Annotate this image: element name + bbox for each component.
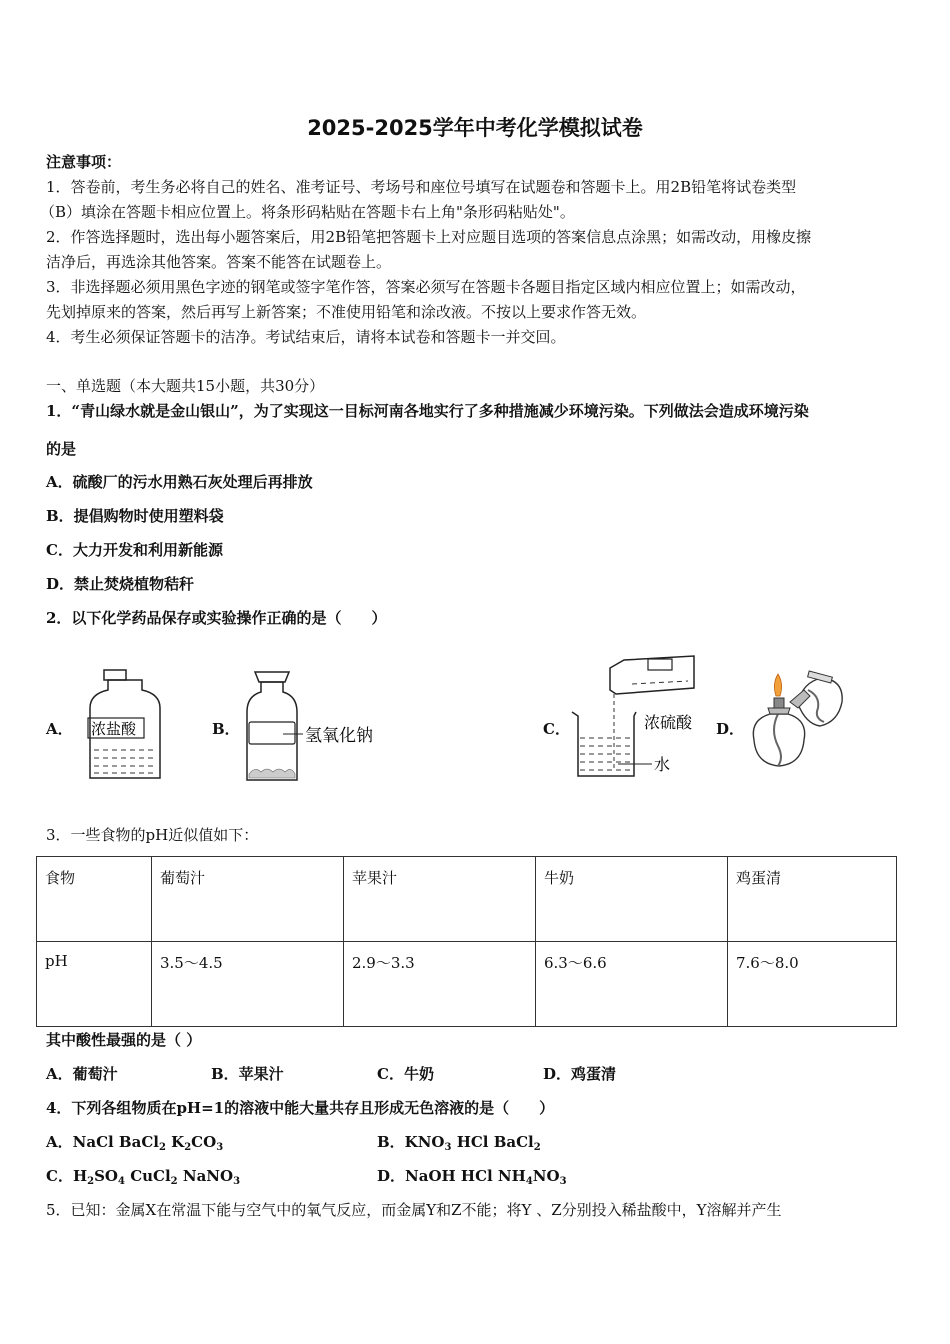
question-3-question: 其中酸性最强的是（ ） [46, 1031, 202, 1049]
figure-c-acid-label: 浓硫酸 [644, 713, 693, 732]
question-4-option-b: B．$KNO_3$ HCl BaCl$_2$ [377, 1133, 541, 1153]
notice-line: 4．考生必须保证答题卡的洁净。考试结束后，请将本试卷和答题卡一并交回。 [46, 328, 566, 346]
figure-a-label: 浓盐酸 [91, 720, 137, 738]
page-title: 2025-2025学年中考化学模拟试卷 [307, 116, 643, 140]
table-header-cell: 牛奶 [536, 857, 728, 942]
question-2-label-d: D． [716, 720, 745, 738]
question-1-option-b: B．提倡购物时使用塑料袋 [46, 507, 224, 525]
table-header-cell: 鸡蛋清 [728, 857, 897, 942]
notice-line: 洁净后，再选涂其他答案。答案不能答在试题卷上。 [46, 253, 392, 271]
question-4-option-d: D．NaOH HCl $NH_4NO_3$ [377, 1167, 567, 1187]
table-cell: 3.5～4.5 [152, 942, 344, 1027]
question-2-label-a: A． [46, 720, 73, 738]
table-cell: pH [37, 942, 152, 1027]
figure-d-alcohol-lamp [748, 668, 848, 780]
question-4-option-c: C．$H_2SO_4$ CuCl$_2$ NaNO$_3$ [46, 1167, 241, 1187]
question-2-stem: 2．以下化学药品保存或实验操作正确的是（ ） [46, 609, 387, 627]
section-heading: 一、单选题（本大题共15小题，共30分） [46, 377, 325, 395]
question-1-stem: 1．“青山绿水就是金山银山”，为了实现这一目标河南各地实行了多种措施减少环境污染。下列做法会造成环境污染 [46, 402, 809, 420]
notice-line: 1．答卷前，考生务必将自己的姓名、准考证号、考场号和座位号填写在试题卷和答题卡上。用2B铅笔将试卷类型 [46, 178, 797, 196]
notice-heading: 注意事项： [46, 153, 122, 171]
question-2-label-c: C． [543, 720, 570, 738]
table-header-cell: 食物 [37, 857, 152, 942]
ph-table [36, 856, 897, 1027]
question-3-option-b: B．苹果汁 [211, 1065, 284, 1083]
table-header-cell: 苹果汁 [344, 857, 536, 942]
table-cell: 2.9～3.3 [344, 942, 536, 1027]
table-cell: 7.6～8.0 [728, 942, 897, 1027]
question-2-label-b: B． [212, 720, 240, 738]
table-row [37, 857, 897, 942]
question-3-option-a: A．葡萄汁 [46, 1065, 118, 1083]
table-cell: 6.3～6.6 [536, 942, 728, 1027]
question-4-option-a: A．NaCl BaCl$_2$ $K_2CO_3$ [46, 1133, 224, 1153]
question-1-stem-cont: 的是 [46, 440, 77, 458]
question-1-option-c: C．大力开发和利用新能源 [46, 541, 223, 559]
notice-line: 3．非选择题必须用黑色字迹的钢笔或签字笔作答，答案必须写在答题卡各题目指定区域内相应位置上；如需改动， [46, 278, 806, 296]
question-1-option-d: D．禁止焚烧植物秸秆 [46, 575, 195, 593]
figure-b-naoh-bottle [245, 670, 395, 785]
question-4-stem: 4．下列各组物质在pH=1的溶液中能大量共存且形成无色溶液的是（ ） [46, 1099, 555, 1117]
figure-c-water-label: 水 [654, 755, 671, 774]
table-row [37, 942, 897, 1027]
notice-line: （B）填涂在答题卡相应位置上。将条形码粘贴在答题卡右上角"条形码粘贴处"。 [40, 203, 575, 221]
figure-c-dilution [570, 650, 710, 780]
question-5-stem: 5．已知：金属X在常温下能与空气中的氧气反应，而金属Y和Z不能；将Y 、Z分别投入稀盐酸中，Y溶解并产生 [46, 1201, 782, 1219]
question-3-option-c: C．牛奶 [377, 1065, 434, 1083]
question-3-option-d: D．鸡蛋清 [543, 1065, 617, 1083]
notice-line: 先划掉原来的答案，然后再写上新答案；不准使用铅笔和涂改液。不按以上要求作答无效。 [46, 303, 647, 321]
notice-line: 2．作答选择题时，选出每小题答案后，用2B铅笔把答题卡上对应题目选项的答案信息点涂黑；如需改动，用橡皮擦 [46, 228, 812, 246]
figure-b-label: 氢氧化钠 [305, 726, 373, 746]
table-header-cell: 葡萄汁 [152, 857, 344, 942]
question-3-stem: 3．一些食物的pH近似值如下： [46, 826, 259, 844]
question-1-option-a: A．硫酸厂的污水用熟石灰处理后再排放 [46, 473, 313, 491]
figure-a-hcl-bottle [84, 668, 164, 783]
